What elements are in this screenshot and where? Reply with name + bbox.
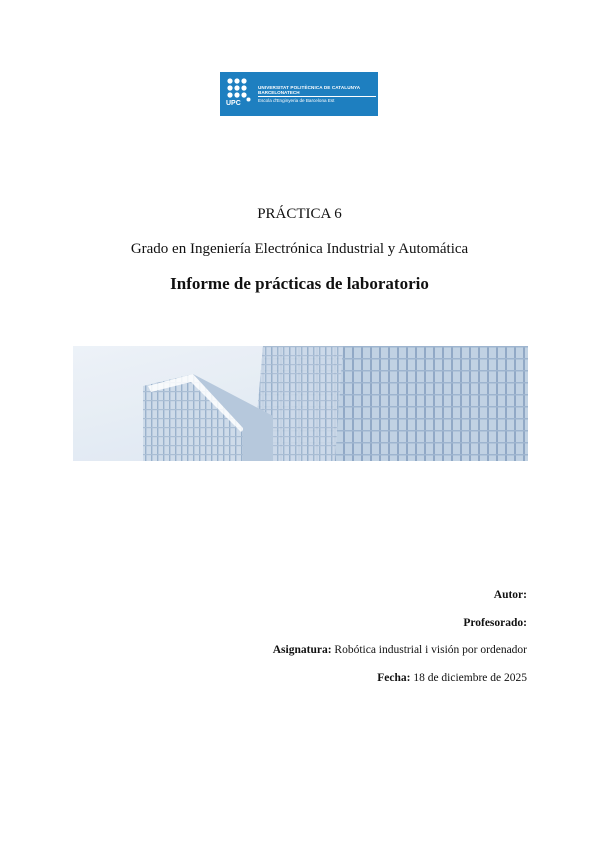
subject-line bbox=[273, 644, 527, 656]
logo-divider bbox=[258, 96, 376, 97]
logo-text bbox=[258, 85, 376, 103]
author-label: Autor: bbox=[493, 589, 527, 601]
author-line bbox=[494, 589, 527, 601]
building-banner-image bbox=[73, 346, 528, 461]
logo-school: Escola d'Enginyeria de Barcelona Est bbox=[258, 97, 335, 103]
upc-emblem-icon bbox=[226, 77, 252, 111]
practice-title: PRÁCTICA 6 bbox=[257, 206, 342, 222]
subject-label: Asignatura: bbox=[272, 644, 332, 656]
date-value: 18 de diciembre de 2025 bbox=[413, 672, 527, 684]
professors-label: Profesorado: bbox=[463, 617, 527, 629]
professors-line bbox=[463, 617, 527, 629]
subject-value: Robótica industrial i visión por ordenador bbox=[334, 644, 527, 656]
logo-brand: BARCELONATECH bbox=[258, 90, 300, 96]
logo-university: UNIVERSITAT POLITÈCNICA DE CATALUNYA bbox=[258, 84, 361, 90]
logo-short: UPC bbox=[226, 100, 241, 107]
report-title: Informe de prácticas de laboratorio bbox=[170, 274, 429, 293]
degree-title: Grado en Ingeniería Electrónica Industrial y Automática bbox=[130, 241, 469, 257]
date-label: Fecha: bbox=[377, 672, 411, 684]
date-line bbox=[377, 672, 527, 684]
university-logo bbox=[220, 72, 378, 116]
